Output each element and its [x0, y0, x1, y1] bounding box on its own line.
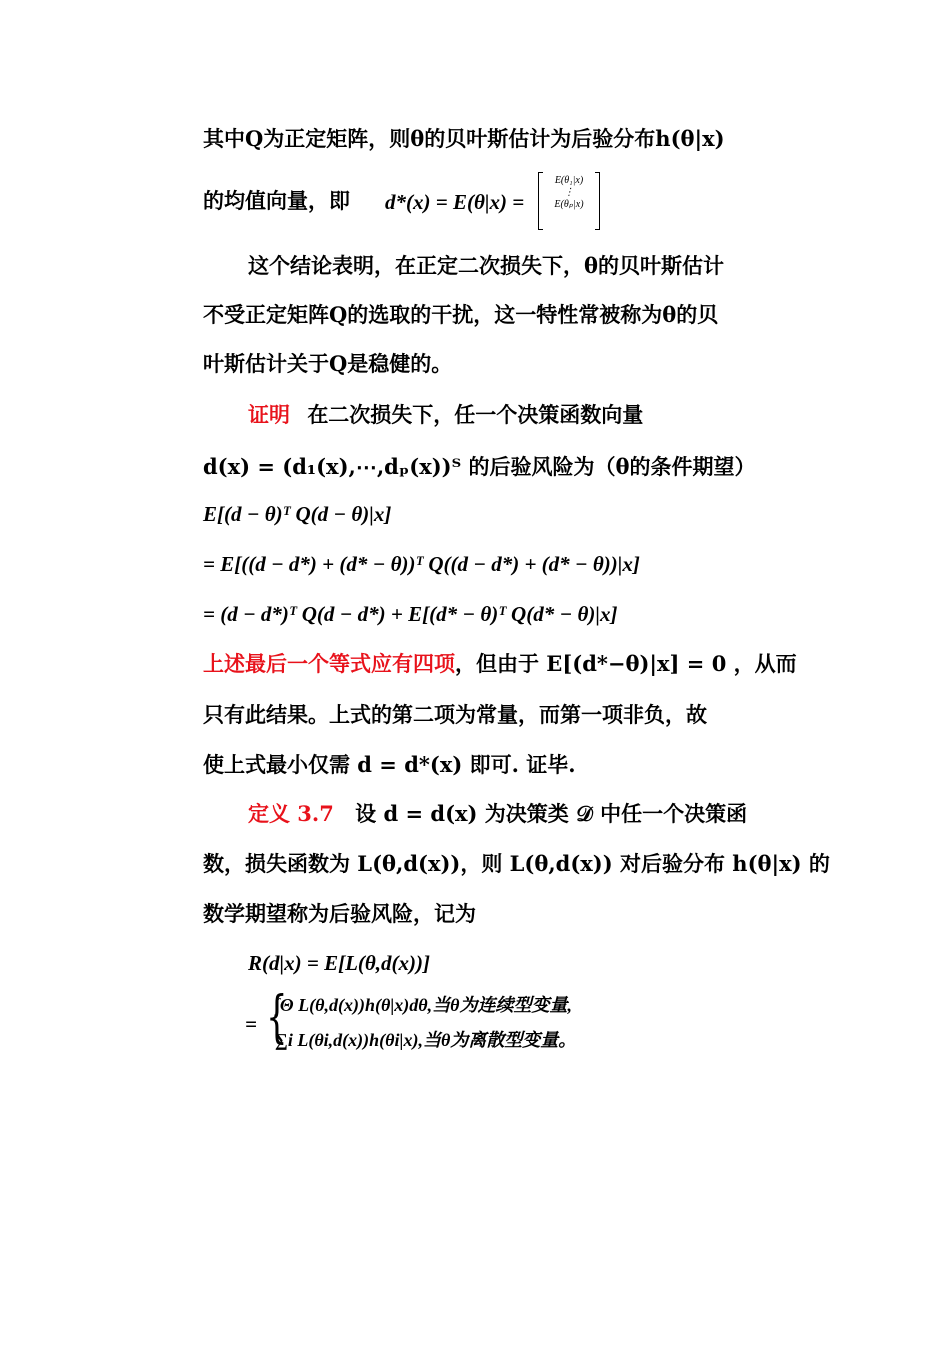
proof-label: 证明 — [248, 402, 290, 427]
text-line-15: 数，损失函数为 L(θ,d(x))，则 L(θ,d(x)) 对后验分布 h(θ|x) 的 — [203, 851, 830, 876]
text-line-3: 这个结论表明，在正定二次损失下，θ的贝叶斯估计 — [248, 253, 725, 278]
posterior-risk-definition: R(d|x) = E[L(θ,d(x))] — [248, 951, 431, 975]
text-line-16: 数学期望称为后验风险，记为 — [203, 901, 476, 926]
matrix-row-1: E(θ₁|x) — [554, 175, 584, 186]
bayes-estimate-formula: d*(x) = E(θ|x) = — [385, 190, 525, 214]
remark-text: ，但由于 E[(d*−θ)|x] = 0 ，从而 — [455, 651, 797, 676]
text-line-4: 不受正定矩阵Q的选取的干扰，这一特性常被称为θ的贝 — [203, 302, 719, 327]
definition-line — [248, 803, 747, 824]
expansion-step-2: = (d − d*)ᵀ Q(d − d*) + E[(d* − θ)ᵀ Q(d* − θ)|x] — [203, 602, 618, 626]
remark-red-text: 上述最后一个等式应有四项 — [203, 651, 455, 676]
proof-intro-text: 在二次损失下，任一个决策函数向量 — [307, 402, 644, 427]
text-line-12: 只有此结果。上式的第二项为常量，而第一项非负，故 — [203, 702, 707, 727]
posterior-risk-expr: E[(d − θ)ᵀ Q(d − θ)|x] — [203, 502, 392, 526]
matrix-row-3: E(θₚ|x) — [554, 199, 584, 210]
definition-label: 定义 3.7 — [248, 801, 334, 826]
text-line-2-text: 的均值向量，即 — [203, 188, 350, 213]
proof-line — [248, 404, 643, 425]
text-line-2 — [203, 190, 350, 211]
text-line-1: 其中Q为正定矩阵，则θ的贝叶斯估计为后验分布h(θ|x) — [203, 126, 725, 151]
expansion-step-1: = E[((d − d*) + (d* − θ))ᵀ Q((d − d*) + (d* − θ))|x] — [203, 552, 640, 576]
piecewise-brace: { — [266, 985, 288, 1050]
text-line-5: 叶斯估计关于Q是稳健的。 — [203, 351, 453, 376]
text-line-13: 使上式最小仅需 d = d*(x) 即可. 证毕. — [203, 752, 576, 777]
piecewise-equals: = — [245, 1012, 257, 1036]
remark-line — [203, 653, 797, 674]
discrete-case: ∑i L(θi,d(x))h(θi|x),当θ为离散型变量。 — [275, 1030, 577, 1050]
posterior-mean-matrix — [538, 172, 600, 230]
matrix-row-2: ⋮ — [564, 187, 574, 198]
continuous-case: ∫Θ L(θ,d(x))h(θ|x)dθ,当θ为连续型变量, — [275, 995, 572, 1015]
definition-text: 设 d = d(x) 为决策类 𝒟 中任一个决策函 — [355, 801, 748, 826]
decision-vector-line: d(x) = (d₁(x),⋯,dₚ(x))ᵀ 的后验风险为（θ的条件期望） — [203, 454, 756, 479]
